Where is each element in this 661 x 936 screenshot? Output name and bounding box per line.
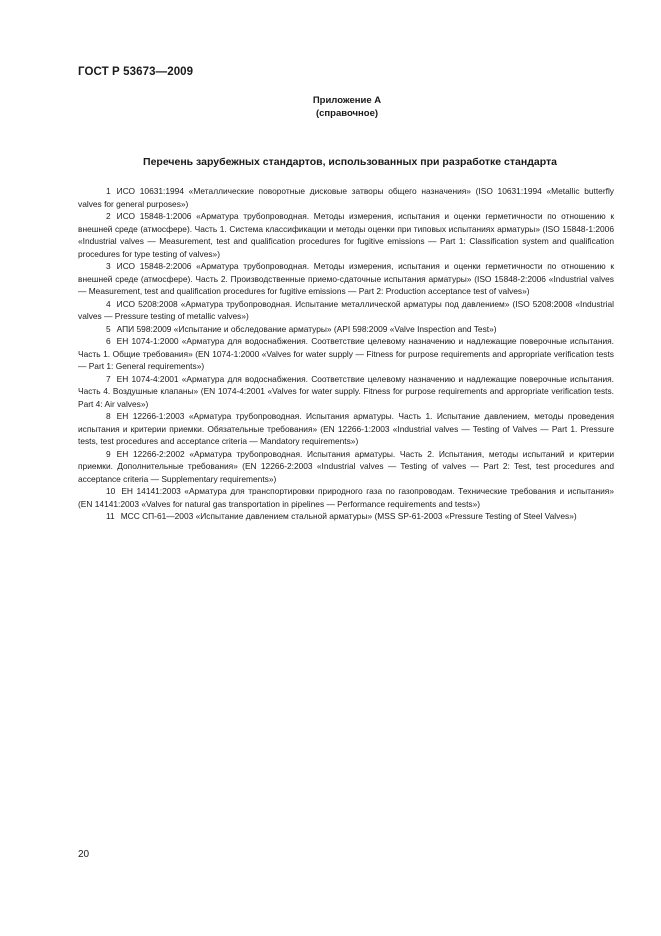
standard-text: ЕН 12266-1:2003 «Арматура трубопроводная. Испытания арматуры. Часть 1. Испытание давлением, методы проведения испытания и критерии приемки. Обязательные требования» (EN 12266-1:2003 «Industrial valves — Testing of Valves — Part 1. Pressure tests, test procedures and acceptance criteria — Mandatory requirements») (78, 411, 614, 446)
standard-item (78, 323, 614, 336)
standard-text: АПИ 598:2009 «Испытание и обследование арматуры» (API 598:2009 «Valve Inspection and Test») (116, 323, 497, 334)
standard-number: 3 (106, 261, 111, 271)
standard-item (78, 260, 614, 298)
standard-number: 7 (106, 373, 111, 384)
standard-text: МСС СП-61—2003 «Испытание давлением стальной арматуры» (MSS SP-61-2003 «Pressure Testing of Steel Valves») (120, 511, 577, 521)
standard-text: ЕН 1074-4:2001 «Арматура для водоснабжения. Соответствие целевому назначению и надлежащие поверочные испытания. Часть 4. Воздушные клапаны» (EN 1074-4:2001 «Valves for water supply. Fitness for purpose requirements and appropriate verification tests. Part 4: Air valves») (78, 373, 614, 409)
page-number: 20 (78, 849, 90, 860)
standard-item (78, 448, 614, 486)
standard-text: ИСО 5208:2008 «Арматура трубопроводная. Испытание металлической арматуры под давлением» (ISO 5208:2008 «Industrial valves — Pressure testing of metallic valves») (78, 298, 614, 321)
appendix-title: Приложение А (312, 95, 382, 106)
standard-number: 4 (106, 298, 111, 309)
standard-text: ЕН 1074-1:2000 «Арматура для водоснабжения. Соответствие целевому назначению и надлежащие поверочные испытания. Часть 1. Общие требования» (EN 1074-1:2000 «Valves for water supply — Fitness for purpose requirements and appropriate verification tests — Part 1: General requirements») (78, 336, 614, 371)
standard-number: 6 (106, 336, 111, 346)
appendix-note: (справочное) (315, 108, 379, 119)
standard-text: ЕН 14141:2003 «Арматура для транспортировки природного газа по газопроводам. Технические требования и испытания» (EN 14141:2003 «Valves for natural gas transportation in pipelines — Performance requirements and tests») (78, 486, 614, 509)
standard-text: ИСО 15848-1:2006 «Арматура трубопроводная. Методы измерения, испытания и оценки герметичности по отношению к внешней среде (атмосфере). Часть 1. Система классификации и методы оценки при типовых испытаниях арматуры» (ISO 15848-1:2006 «Industrial valves — Measurement, test and qualification procedures for fugitive emissions — Part 1: Classification system and qualification procedures for type testing of valves») (78, 211, 614, 259)
standard-number: 1 (106, 186, 111, 196)
standard-item (78, 410, 614, 448)
standard-number: 2 (106, 211, 111, 221)
standard-number: 5 (106, 323, 111, 334)
standard-number: 11 (106, 511, 115, 521)
standard-text: ИСО 10631:1994 «Металлические поворотные дисковые затворы общего назначения» (ISO 10631:1994 «Metallic butterfly valves for general purposes») (78, 186, 614, 209)
standards-list (78, 185, 614, 523)
standard-item (78, 373, 614, 411)
standard-item (78, 185, 614, 210)
standard-item (78, 298, 614, 323)
standard-item (78, 210, 614, 260)
standard-item (78, 335, 614, 373)
standard-number: 10 (106, 486, 116, 496)
standard-number: 8 (106, 411, 111, 421)
standard-item (78, 485, 614, 510)
standard-text: ИСО 15848-2:2006 «Арматура трубопроводная. Методы измерения, испытания и оценки герметичности по отношению к внешней среде (атмосфере). Часть 2. Производственные приемо-сдаточные испытания арматуры» (ISO 15848-2:2006 «Industrial valves — Measurement, test and qualification procedures for fugitive emissions — Part 2: Production acceptance test of valves») (78, 261, 614, 296)
standard-number: 9 (106, 448, 111, 459)
standard-text: ЕН 12266-2:2002 «Арматура трубопроводная. Испытания арматуры. Часть 2. Испытания, методы испытаний и критерии приемки. Дополнительные требования» (EN 12266-2:2003 «Industrial valves — Testing of valves — Part 2: Test, test procedures and acceptance criteria — Supplementary requirements») (78, 448, 614, 484)
document-code: ГОСТ Р 53673—2009 (78, 66, 194, 78)
standard-item (78, 510, 614, 523)
section-title: Перечень зарубежных стандартов, использованных при разработке стандарта (143, 156, 557, 168)
